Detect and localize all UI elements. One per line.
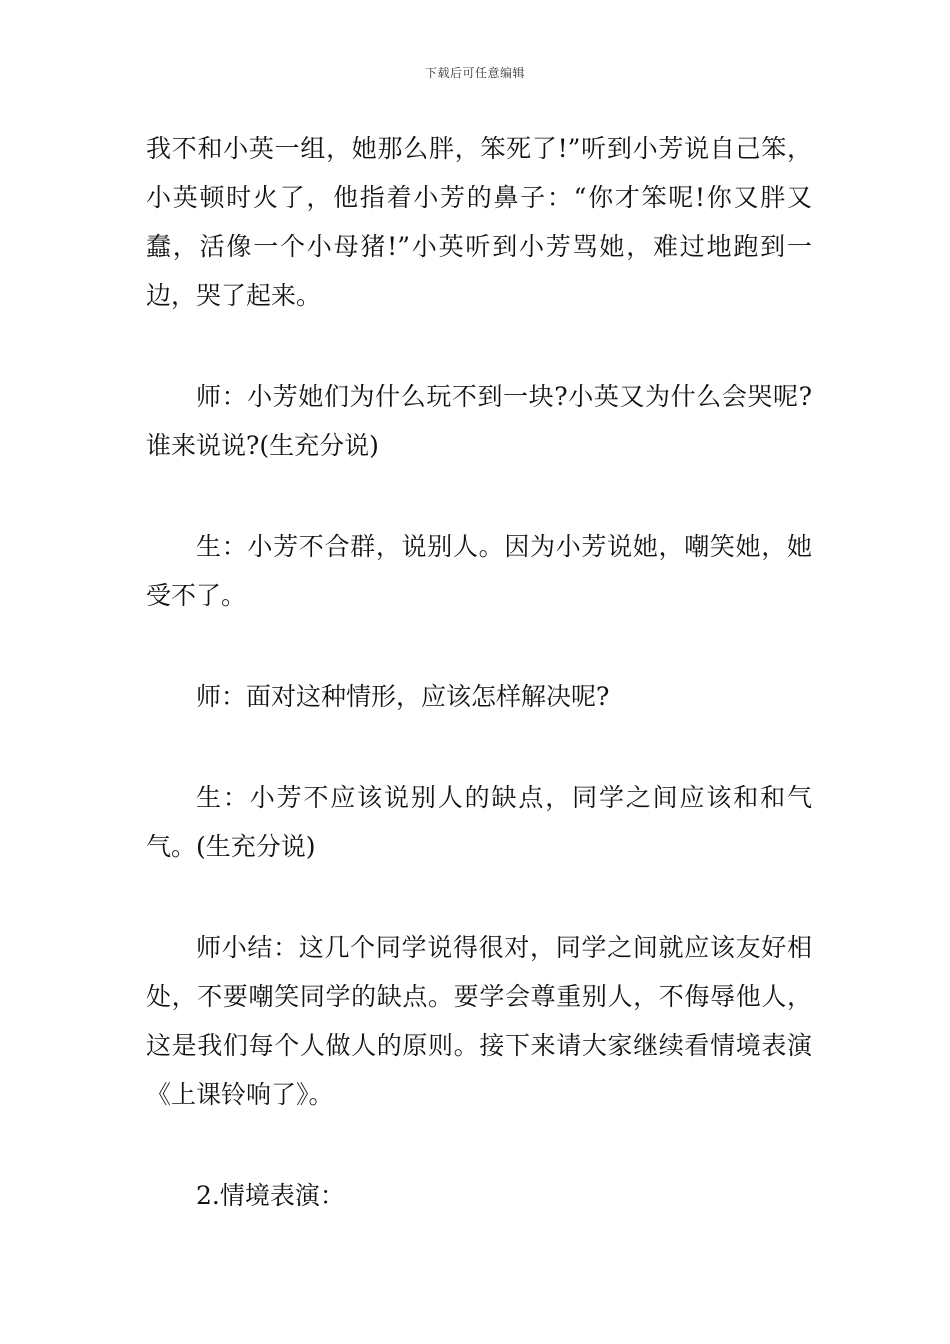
paragraph-teacher-summary: 师小结：这几个同学说得很对，同学之间就应该友好相处，不要嘲笑同学的缺点。要学会尊重别人，不侮辱他人，这是我们每个人做人的原则。接下来请大家继续看情境表演《上课铃响了》。	[146, 933, 812, 1109]
paragraph-student-answer-1: 生：小芳不合群，说别人。因为小芳说她，嘲笑她，她受不了。	[146, 532, 812, 610]
paragraph-teacher-followup: 师：面对这种情形，应该怎样解决呢?	[196, 682, 610, 711]
paragraph-student-answer-2: 生：小芳不应该说别人的缺点，同学之间应该和和气气。(生充分说)	[146, 783, 812, 861]
section-heading-role-play: 2.情境表演：	[196, 1181, 345, 1210]
page-header: 下载后可任意编辑	[424, 66, 525, 80]
paragraph-teacher-question: 师：小芳她们为什么玩不到一块?小英又为什么会哭呢?谁来说说?(生充分说)	[146, 382, 812, 460]
document-body	[146, 124, 812, 1272]
paragraph-story-continuation: 我不和小英一组，她那么胖，笨死了!”听到小芳说自己笨，小英顿时火了，他指着小芳的鼻子：“你才笨呢!你又胖又蠢，活像一个小母猪!”小英听到小芳骂她，难过地跑到一边，哭了起来。	[146, 134, 812, 310]
